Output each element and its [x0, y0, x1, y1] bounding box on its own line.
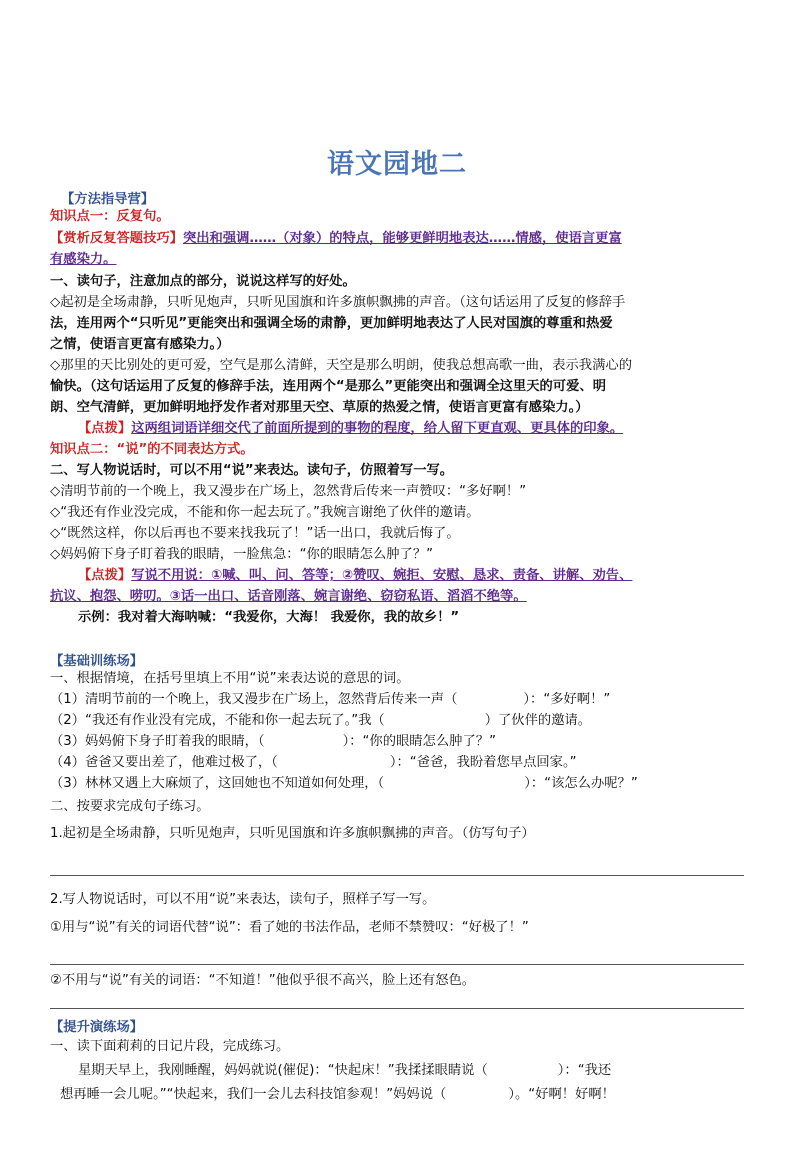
practice-2b: ②不用与“说”有关的词语：“不知道！”他似乎很不高兴，脸上还有怒色。 [50, 973, 476, 988]
advanced-question-1: 一、读下面莉莉的日记片段，完成练习。 [50, 1039, 290, 1054]
knowledge-point-2: 知识点二：“说”的不同表达方式。 [50, 442, 254, 457]
example-2-line-3: 朗、空气清鲜，更加鲜明地抒发作者对那里天空、草原的热爱之情，使语言更富有感染力。） [50, 400, 589, 415]
question-2-title: 二、写人物说话时，可以不用“说”来表达。读句子，仿照着写一写。 [50, 463, 454, 478]
fill-item-4: （4）爸爸又要出差了，他难过极了，（ ）：“爸爸，我盼着您早点回家。” [50, 755, 577, 770]
answer-line-3[interactable] [50, 1008, 744, 1009]
tip-1-text: 这两组词语详细交代了前面所提到的事物的程度，给人留下更直观、更具体的印象。 [131, 421, 624, 436]
section-header-advanced: 【提升演练场】 [50, 1020, 144, 1035]
tip-2-line-1 [78, 565, 632, 586]
basic-question-2: 二、按要求完成句子练习。 [50, 799, 210, 814]
page-title: 语文园地二 [327, 149, 467, 180]
section-header-method: 【方法指导营】 [61, 192, 155, 207]
appreciate-line-1 [50, 228, 622, 249]
tip-2-line-2: 抗议、抱怨、唠叨。③话一出口、话音刚落、婉言谢绝、窃窃私语、滔滔不绝等。 [50, 589, 527, 604]
appreciate-tag: 【赏析反复答题技巧】 [50, 231, 183, 246]
example-sentence: 示例：我对着大海呐喊：“我爱你，大海！ 我爱你，我的故乡！” [78, 610, 460, 625]
section-header-basic: 【基础训练场】 [50, 654, 144, 669]
example-1-line-3: 之情，使语言更富有感染力。） [50, 337, 230, 352]
appreciate-line-2: 有感染力。 [50, 252, 117, 267]
knowledge-point-1: 知识点一：反复句。 [50, 209, 170, 224]
fill-item-5: （3）林林又遇上大麻烦了，这回她也不知道如何处理，（ ）：“该怎么办呢？” [50, 776, 638, 791]
practice-2: 2.写人物说话时，可以不用“说”来表达，读句子，照样子写一写。 [50, 892, 436, 907]
tip-2-tag: 【点拨】 [78, 568, 132, 583]
sentence-4: ◇妈妈俯下身子盯着我的眼睛，一脸焦急：“你的眼睛怎么肿了？” [50, 547, 434, 562]
fill-item-3: （3）妈妈俯下身子盯着我的眼睛，（ ）：“你的眼睛怎么肿了？” [50, 734, 496, 749]
example-2-line-2: 愉快。（这句话运用了反复的修辞手法，连用两个“是那么”更能突出和强调全这里天的可爱、明 [50, 379, 606, 394]
tip-2-text: 写说不用说：①喊、叫、问、答等；②赞叹、婉拒、安慰、恳求、责备、讲解、劝告、 [131, 568, 633, 583]
practice-1: 1.起初是全场肃静，只听见炮声，只听见国旗和许多旗帜飘拂的声音。（仿写句子） [50, 826, 535, 841]
answer-line-2[interactable] [50, 964, 744, 965]
sentence-1: ◇清明节前的一个晚上，我又漫步在广场上，忽然背后传来一声赞叹：“多好啊！” [50, 484, 527, 499]
tip-1-tag: 【点拨】 [78, 421, 132, 436]
appreciate-text: 突出和强调……（对象）的特点，能够更鲜明地表达……情感，使语言更富 [182, 231, 622, 246]
tip-1 [78, 418, 623, 439]
answer-line-1[interactable] [50, 875, 744, 876]
diary-line-1: 星期天早上，我刚睡醒，妈妈就说(催促)：“快起床！”我揉揉眼睛说（ ）：“我还 [78, 1063, 612, 1078]
basic-question-1: 一、根据情境，在括号里填上不用“说”来表达说的意思的词。 [50, 671, 410, 686]
practice-2a: ①用与“说”有关的词语代替“说”：看了她的书法作品，老师不禁赞叹：“好极了！” [50, 920, 529, 935]
sentence-2: ◇“我还有作业没完成，不能和你一起去玩了。”我婉言谢绝了伙伴的邀请。 [50, 505, 480, 520]
sentence-3: ◇“既然这样，你以后再也不要来找我玩了！”话一出口，我就后悔了。 [50, 526, 460, 541]
fill-item-1: （1）清明节前的一个晚上，我又漫步在广场上，忽然背后传来一声（ ）：“多好啊！” [50, 692, 611, 707]
fill-item-2: （2）“我还有作业没有完成，不能和你一起去玩了。”我（ ）了伙伴的邀请。 [50, 713, 592, 728]
question-1-title: 一、读句子，注意加点的部分，说说这样写的好处。 [50, 274, 356, 289]
diary-line-2: 想再睡一会儿呢。”“快起来，我们一会儿去科技馆参观！”妈妈说（ ）。“好啊！好啊！ [60, 1087, 615, 1102]
example-1-line-1: ◇起初是全场肃静，只听见炮声，只听见国旗和许多旗帜飘拂的声音。（这句话运用了反复的修辞手 [50, 295, 626, 310]
example-2-line-1: ◇那里的天比别处的更可爱，空气是那么清鲜，天空是那么明朗，使我总想高歌一曲，表示我满心的 [50, 358, 632, 373]
example-1-line-2: 法，连用两个“只听见”更能突出和强调全场的肃静，更加鲜明地表达了人民对国旗的尊重和热爱 [50, 316, 613, 331]
